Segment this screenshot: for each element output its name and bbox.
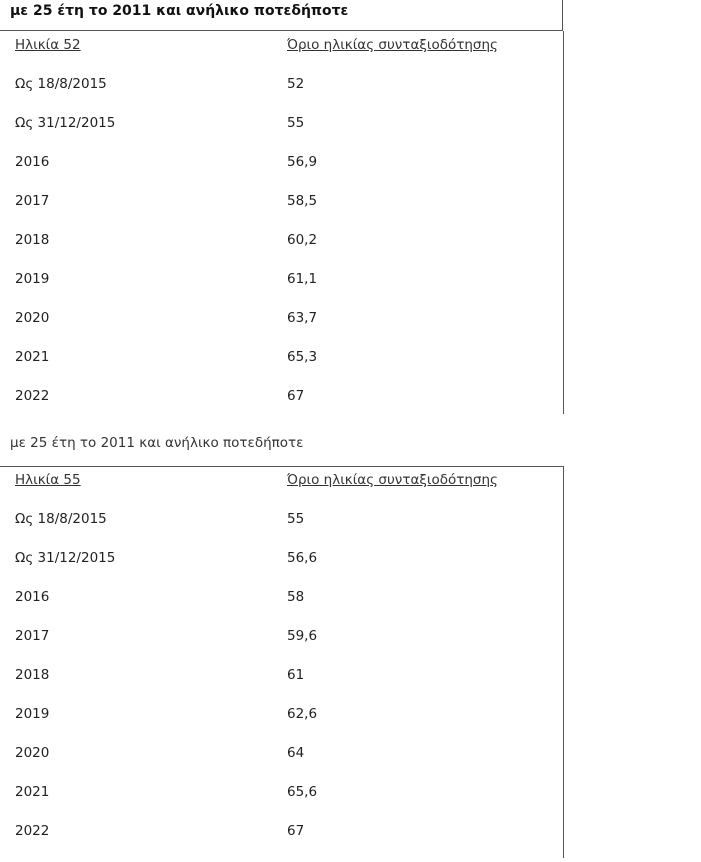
row-period-cell: 2019 [15, 271, 50, 287]
row-period-cell: 2016 [15, 589, 50, 605]
row-period-cell: 2022 [15, 823, 50, 839]
row-period-cell: 2021 [15, 349, 50, 365]
table-row [0, 589, 560, 628]
row-age-limit-cell: 67 [287, 388, 305, 404]
section-caption: με 25 έτη το 2011 και ανήλικο ποτεδήποτε [10, 435, 304, 451]
row-age-limit-cell: 58 [287, 589, 305, 605]
table-row [0, 154, 560, 193]
page-title: με 25 έτη το 2011 και ανήλικο ποτεδήποτε [10, 3, 349, 19]
row-age-limit-cell: 62,6 [287, 706, 318, 722]
table-row [0, 745, 560, 784]
row-age-limit-cell: 61 [287, 667, 305, 683]
row-age-limit-cell: 52 [287, 76, 305, 92]
header-age-cell: Ηλικία 55 [15, 472, 81, 488]
row-period-cell: 2016 [15, 154, 50, 170]
table-row [0, 550, 560, 589]
row-age-limit-cell: 55 [287, 511, 305, 527]
row-period-cell: Ως 18/8/2015 [15, 511, 107, 527]
table-row [0, 115, 560, 154]
row-age-limit-cell: 60,2 [287, 232, 318, 248]
table-row [0, 271, 560, 310]
row-age-limit-cell: 61,1 [287, 271, 318, 287]
table-row [0, 706, 560, 745]
row-age-limit-cell: 63,7 [287, 310, 318, 326]
table-row [0, 232, 560, 271]
pension-table-age-55 [0, 466, 564, 858]
table-row [0, 388, 560, 427]
row-period-cell: Ως 18/8/2015 [15, 76, 107, 92]
row-period-cell: 2018 [15, 232, 50, 248]
row-age-limit-cell: 59,6 [287, 628, 318, 644]
row-age-limit-cell: 65,3 [287, 349, 318, 365]
title-box [0, 0, 563, 31]
row-period-cell: 2020 [15, 745, 50, 761]
table-row [0, 193, 560, 232]
row-age-limit-cell: 65,6 [287, 784, 318, 800]
header-age-cell: Ηλικία 52 [15, 37, 81, 53]
row-age-limit-cell: 55 [287, 115, 305, 131]
row-age-limit-cell: 56,9 [287, 154, 318, 170]
row-period-cell: 2017 [15, 193, 50, 209]
row-age-limit-cell: 56,6 [287, 550, 318, 566]
table-row [0, 310, 560, 349]
row-age-limit-cell: 67 [287, 823, 305, 839]
row-period-cell: 2017 [15, 628, 50, 644]
row-period-cell: 2021 [15, 784, 50, 800]
table-row [0, 667, 560, 706]
table-row [0, 784, 560, 823]
row-period-cell: Ως 31/12/2015 [15, 115, 116, 131]
header-limit-cell: Όριο ηλικίας συνταξιοδότησης [287, 37, 498, 53]
table-row [0, 823, 560, 862]
table-row [0, 76, 560, 115]
table-row [0, 349, 560, 388]
row-period-cell: 2018 [15, 667, 50, 683]
table-header-row [0, 472, 560, 511]
row-period-cell: Ως 31/12/2015 [15, 550, 116, 566]
row-period-cell: 2022 [15, 388, 50, 404]
pension-table-age-52 [0, 31, 564, 414]
table-row [0, 628, 560, 667]
row-age-limit-cell: 58,5 [287, 193, 318, 209]
table-row [0, 511, 560, 550]
table-header-row [0, 37, 560, 76]
row-period-cell: 2020 [15, 310, 50, 326]
row-period-cell: 2019 [15, 706, 50, 722]
header-limit-cell: Όριο ηλικίας συνταξιοδότησης [287, 472, 498, 488]
row-age-limit-cell: 64 [287, 745, 305, 761]
